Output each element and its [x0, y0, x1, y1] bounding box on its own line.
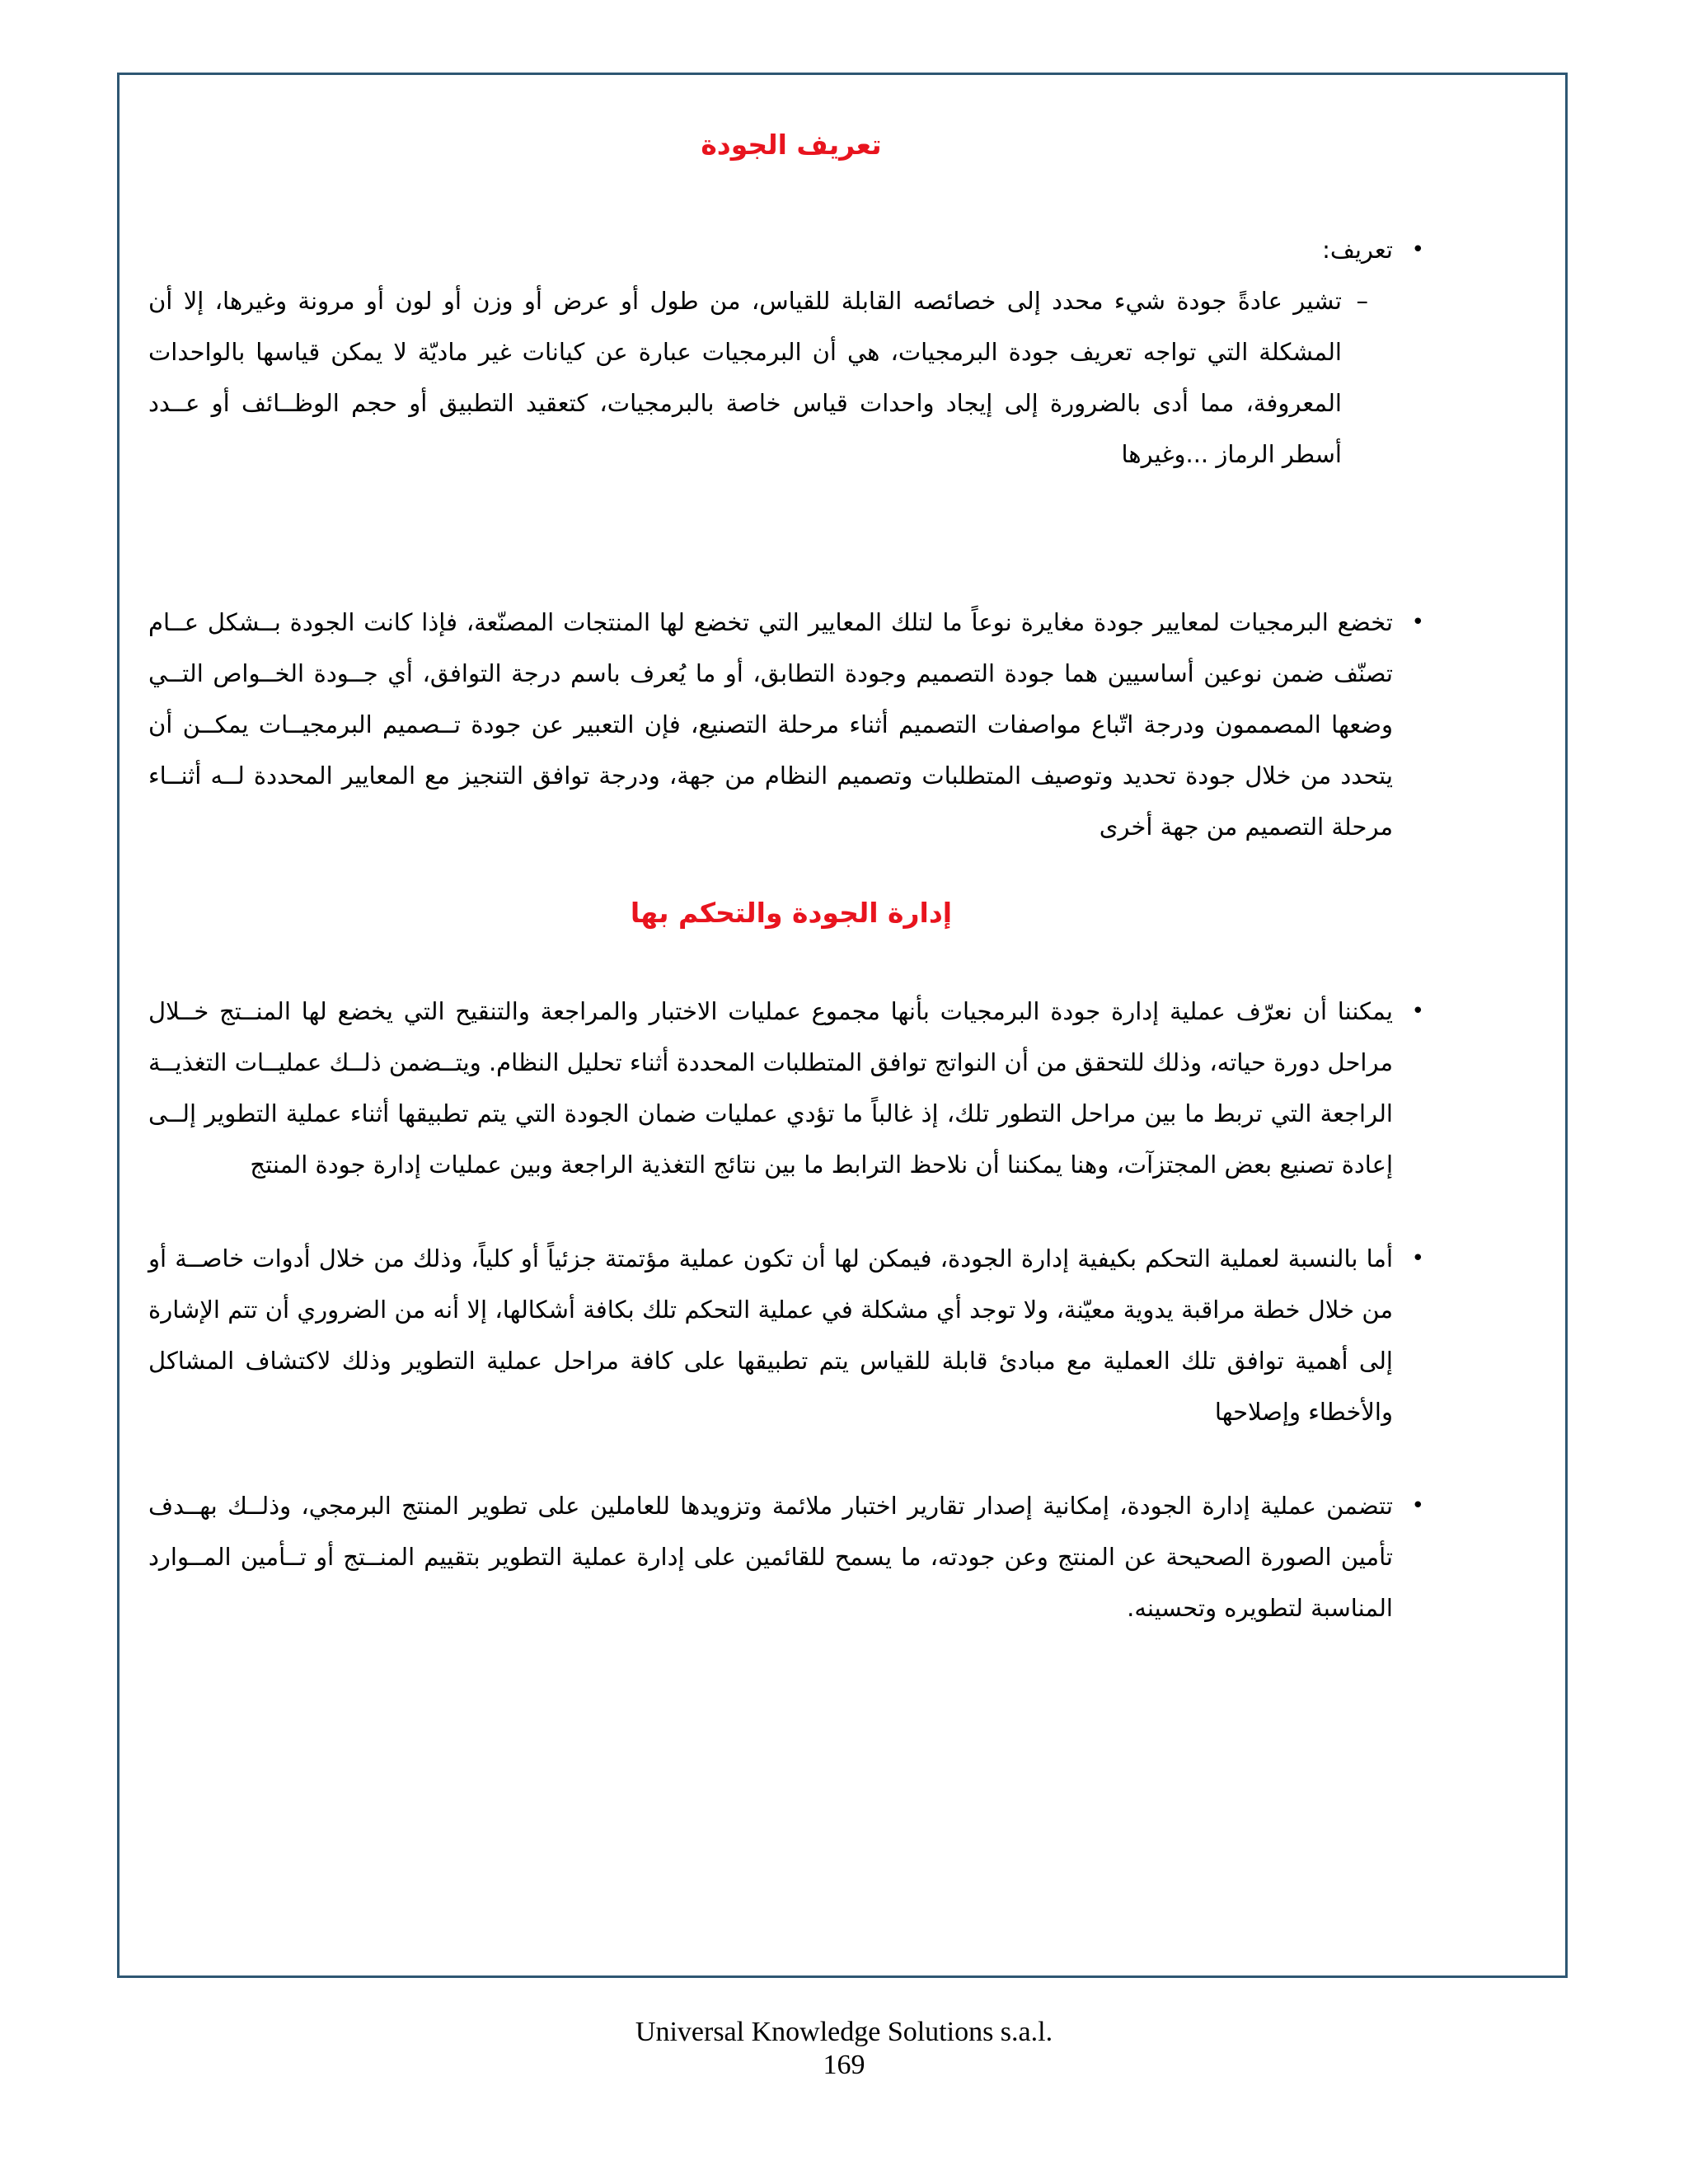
footer-company: Universal Knowledge Solutions s.a.l. [635, 2017, 1053, 2047]
definition-label: تعريف: [1322, 236, 1393, 264]
dash-icon: – [1356, 287, 1368, 315]
bullet-definition-label [148, 224, 1434, 275]
definition-text: تشير عادةً جودة شيء محدد إلى خصائصه القابلة للقياس، من طول أو عرض أو وزن أو لون أو مرونة وغيرها، إلا أن المشكلة التي تواجه تعريف جودة البرمجيات، هي أن البرمجيات عبارة عن كيانات غير ماديّة لا يمكن قياسها بالواحدات المعروفة، مما أدى بالضرورة إلى إيجاد واحدات قياس خاصة بالبرمجيات، كتعقيد التطبيق أو حجم الوظــائف أو عــدد أسطر الرماز ...وغيرها [148, 287, 1342, 468]
bullet-icon: • [1411, 1493, 1424, 1518]
bullet-icon: • [1411, 1246, 1424, 1271]
page-content [148, 115, 1434, 1633]
spacer [148, 1437, 1434, 1480]
page-number: 169 [823, 2050, 865, 2080]
paragraph-text: أما بالنسبة لعملية التحكم بكيفية إدارة الجودة، فيمكن لها أن تكون عملية مؤتمتة جزئياً أو كلياً، وذلك من خلال أدوات خاصــة أو من خلال خطة مراقبة يدوية معيّنة، ولا توجد أي مشكلة في عملية التحكم تلك بكافة أشكالها، إلا أنه من الضروري أن تتم الإشارة إلى أهمية توافق تلك العملية مع مبادئ قابلة للقياس يتم تطبيقها على كافة مراحل عملية التطوير وذلك لاكتشاف المشاكل والأخطاء وإصلاحها [148, 1244, 1393, 1426]
section-title-quality-definition: تعريف الجودة [701, 129, 882, 161]
paragraph-text: تتضمن عملية إدارة الجودة، إمكانية إصدار تقارير اختبار ملائمة وتزويدها للعاملين على تطوير المنتج البرمجي، وذلــك بهــدف تأمين الصورة الصحيحة عن المنتج وعن جودته، ما يسمح للقائمين على إدارة عملية التطوير بتقييم المنــتج أو تــأمين المــوارد المناسبة لتطويره وتحسينه. [148, 1492, 1393, 1622]
bullet-paragraph-standards [148, 597, 1434, 852]
spacer [148, 1190, 1434, 1233]
bullet-icon: • [1411, 610, 1424, 635]
spacer [148, 480, 1434, 597]
section-title-quality-management: إدارة الجودة والتحكم بها [630, 897, 953, 929]
paragraph-text: تخضع البرمجيات لمعايير جودة مغايرة نوعاً ما لتلك المعايير التي تخضع لها المنتجات المصنّعة، فإذا كانت الجودة بــشكل عــام تصنّف ضمن نوعين أساسيين هما جودة التصميم وجودة التطابق، أو ما يُعرف باسم درجة التوافق، أي جــودة الخــواص التــي وضعها المصممون ودرجة اتّباع مواصفات التصميم أثناء مرحلة التصنيع، فإن التعبير عن جودة تــصميم البرمجيــات يمكــن أن يتحدد من خلال جودة تحديد وتوصيف المتطلبات وتصميم النظام من جهة، ودرجة توافق التنجيز مع المعايير المحددة لــه أثنــاء مرحلة التصميم من جهة أخرى [148, 608, 1393, 841]
bullet-icon: • [1411, 237, 1424, 262]
paragraph-text: يمكننا أن نعرّف عملية إدارة جودة البرمجيات بأنها مجموع عمليات الاختبار والمراجعة والتنقيح التي يخضع لها المنــتج خــلال مراحل دورة حياته، وذلك للتحقق من أن النواتج توافق المتطلبات المحددة أثناء تحليل النظام. ويتــضمن ذلــك عمليــات التغذيــة الراجعة التي تربط ما بين مراحل التطور تلك، إذ غالباً ما تؤدي عمليات ضمان الجودة التي يتم تطبيقها أثناء عملية التطوير إلــى إعادة تصنيع بعض المجتزآت، وهنا يمكننا أن نلاحظ الترابط ما بين نتائج التغذية الراجعة وبين عمليات إدارة جودة المنتج [148, 997, 1393, 1179]
bullet-paragraph-management [148, 986, 1434, 1190]
bullet-icon: • [1411, 999, 1424, 1024]
bullet-paragraph-control [148, 1233, 1434, 1437]
bullet-paragraph-reports [148, 1480, 1434, 1633]
dash-item-definition [148, 275, 1434, 480]
